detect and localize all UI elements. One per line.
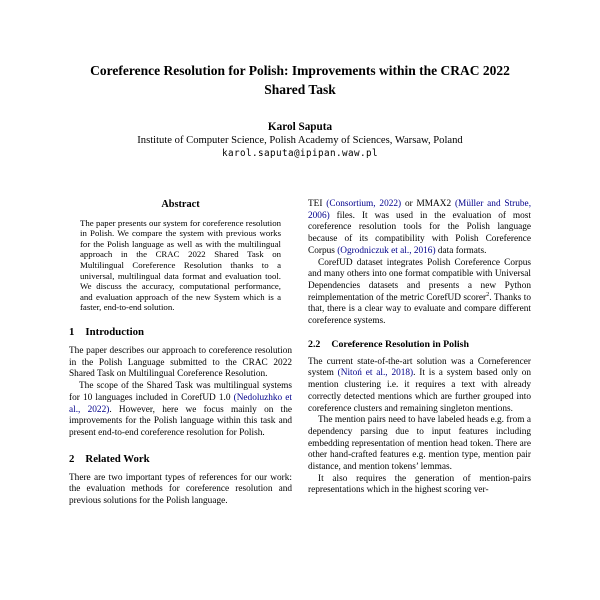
footnote-marker[interactable]: 2 [486, 290, 490, 298]
paragraph [308, 474, 531, 497]
text-run: CorefUD dataset integrates Polish Coreference Corpus and many others into one format compatible with Universal Dependencies datasets and presents a new Python reimplementation of the metric CorefUD scorer [308, 257, 531, 303]
abstract-heading: Abstract [161, 199, 200, 210]
citation-link[interactable]: (Ogrodniczuk et al., 2016) [337, 245, 436, 256]
text-run: . However, here we focus mainly on the improvements for the Polish language within this task and present end-to-end coreference resolution for Polish. [69, 404, 293, 438]
text-run: . It is a system based only on mention clustering i.e. it requires a text with already correctly detected mentions which are further grouped into coreference clusters and remaining singleton mentions. [308, 368, 531, 414]
text-run: The paper describes our approach to coreference resolution in the Polish Language submitted to the CRAC 2022 Shared Task on Multilingual Coreference Resolution. [69, 346, 292, 380]
section-title: Related Work [85, 452, 150, 465]
text-run: The current state-of-the-art solution was a Corneferencer system [308, 356, 531, 379]
abstract-text [69, 218, 292, 313]
section-title: Coreference Resolution in Polish [331, 338, 469, 350]
text-run: or MMAX2 [401, 199, 455, 209]
section-number: 2 [69, 452, 75, 465]
text-run: data formats. [435, 245, 487, 256]
text-run: The scope of the Shared Task was multilingual systems for 10 languages included in CorefUD 1.0 [69, 381, 292, 403]
paragraph [69, 381, 292, 440]
subsection-heading [308, 339, 531, 351]
section-title: Introduction [85, 326, 145, 339]
text-run: It also requires the generation of mention-pairs representations which in the highest scoring ver- [308, 473, 531, 496]
text-run: The paper presents our system for coreference resolution in Polish. We compare the system with previous works for the Polish language as well as with the multilingual approach in the CRAC 2022 Shared Task on Multilingual Coreference Resolution thanks to a universal, multilingual data format and evaluation tool. We discuss the accuracy, computational performance, and evaluation approach of the new System which is a faster, end-to-end solution. [80, 217, 281, 313]
paragraph [308, 357, 531, 416]
left-column [69, 199, 292, 508]
section-heading [69, 453, 292, 466]
author-email[interactable]: karol.saputa@ipipan.waw.pl [222, 148, 378, 159]
text-run: files. It was used in the evaluation of most coreference resolution tools for the Polish language because of its compatibility with Polish Coreference Corpus [308, 210, 531, 256]
author-name: Karol Saputa [267, 121, 333, 133]
section-heading [69, 326, 292, 339]
citation-link[interactable]: (Nedoluzhko et al., 2022) [69, 392, 292, 415]
section-number: 2.2 [308, 338, 321, 350]
title-block [0, 0, 600, 159]
paragraph [69, 473, 292, 508]
paragraph [308, 199, 531, 258]
citation-link[interactable]: (Consortium, 2022) [326, 199, 402, 209]
section-number: 1 [69, 326, 75, 339]
right-column [308, 199, 531, 497]
text-run: The mention pairs need to have labeled heads e.g. from a dependency parsing due to input features including embedding representation of mention head token. There are other hand-crafted features e.g. mention type, mention pair distance, and mention tokens’ lemmas. [308, 415, 531, 473]
text-run: There are two important types of references for our work: the evaluation methods for coreference resolution and previous solutions for the Polish language. [69, 472, 292, 507]
citation-link[interactable]: (Nitoń et al., 2018) [337, 368, 414, 379]
paper-title: Coreference Resolution for Polish: Improvements within the CRAC 2022 Shared Task [90, 63, 510, 97]
paragraph [308, 258, 531, 328]
author-affiliation: Institute of Computer Science, Polish Academy of Sciences, Warsaw, Poland [137, 135, 463, 146]
citation-link[interactable]: (Müller and Strube, 2006) [308, 199, 532, 221]
paragraph [69, 346, 292, 381]
text-run: . Thanks to that, there is a clear way to evaluate and compare different coreference systems. [308, 292, 531, 327]
paragraph [308, 415, 531, 474]
text-run: TEI [308, 199, 327, 209]
two-column-body [0, 199, 600, 508]
